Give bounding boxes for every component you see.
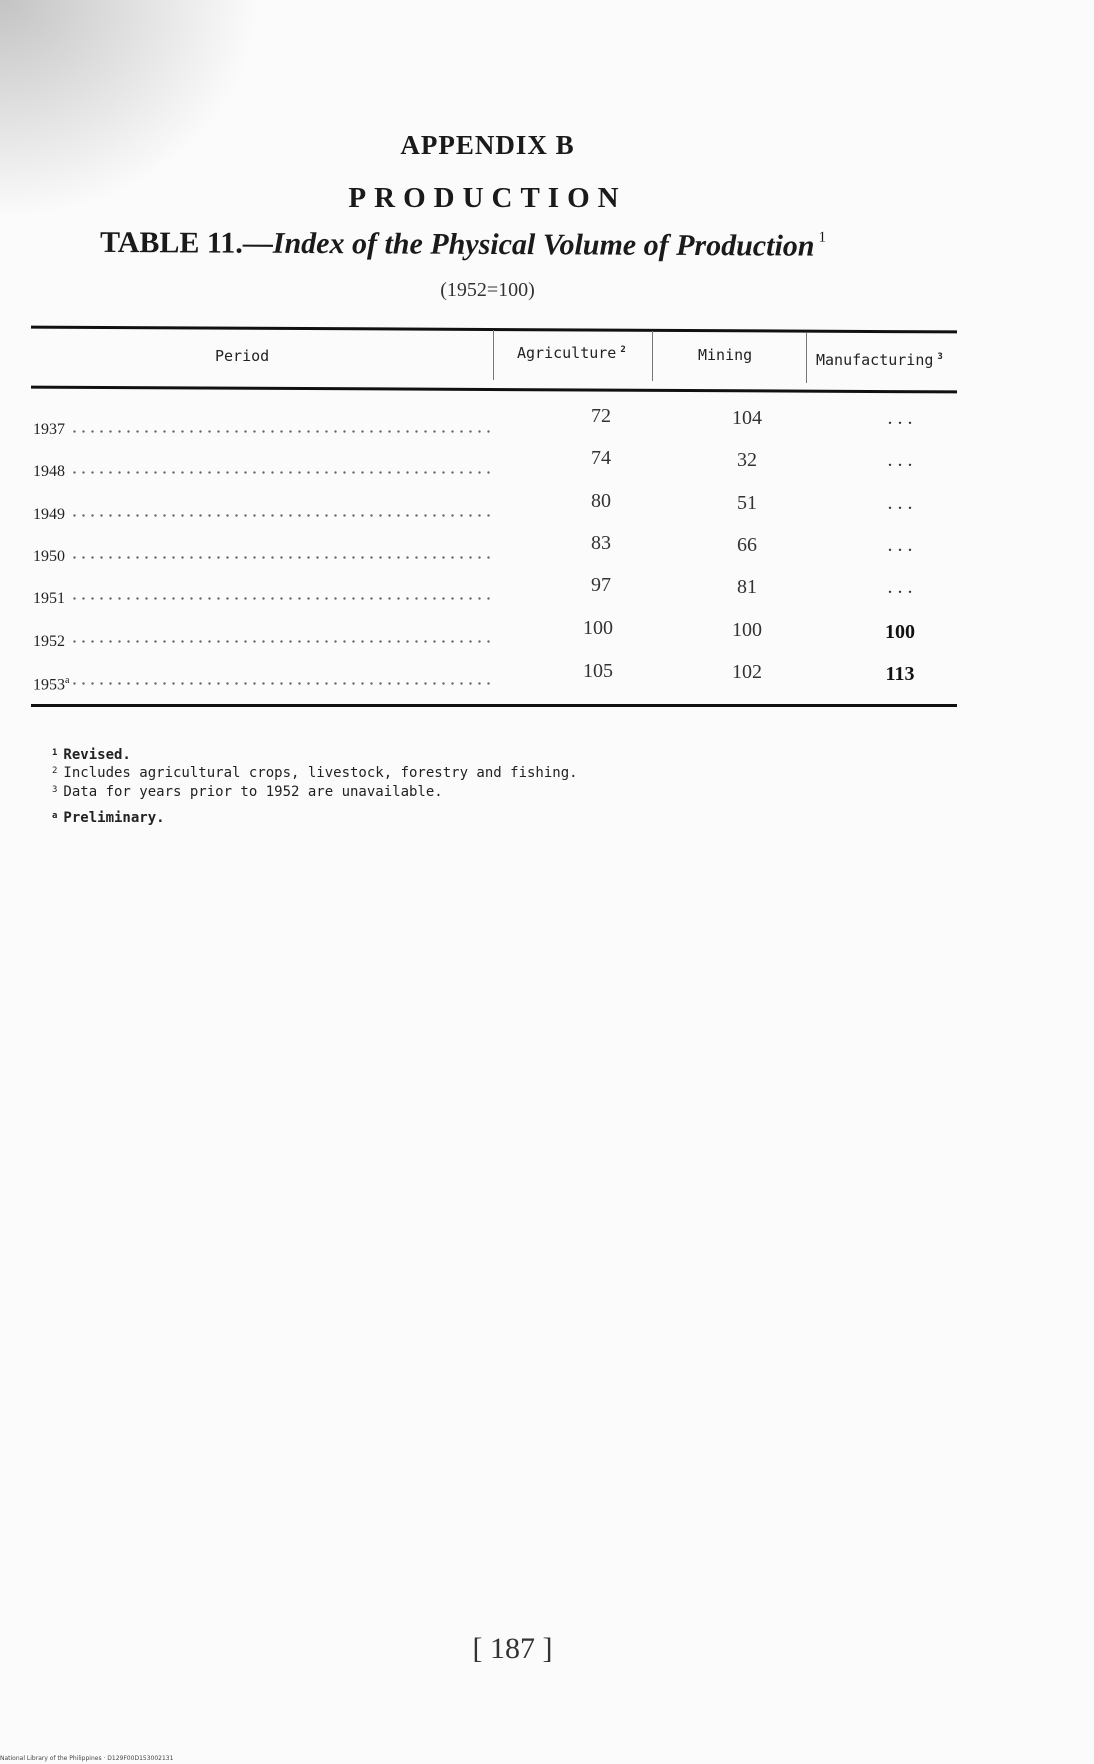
table-row [0,659,975,699]
leader-dots [70,682,495,685]
mining-cell: 104 [732,407,762,429]
leader-dots [70,556,495,559]
footnote: $^3$ Data for years prior to 1952 are unavailable. [52,784,443,800]
agriculture-cell: 83 [591,532,611,554]
mining-cell: 81 [737,576,757,598]
manufacturing-cell: . . . [887,449,913,471]
column-divider [652,331,653,381]
header-agriculture: Agriculture $^2$ [517,344,626,362]
agriculture-cell: 72 [591,405,611,427]
section-heading: PRODUCTION [348,182,627,214]
agriculture-cell: 100 [583,617,613,639]
column-divider [493,330,494,380]
leader-dots [70,640,495,643]
mining-cell: 32 [737,449,757,471]
column-divider [806,333,807,383]
footnote: $^2$ Includes agricultural crops, livestock, forestry and fishing. [52,765,578,781]
leader-dots [70,471,495,474]
source-line: National Library of the Philippines · D129F00D153002131 [0,1755,174,1762]
leader-dots [70,514,495,517]
table-row [0,532,975,572]
manufacturing-cell: 100 [885,621,915,643]
table-row [0,447,975,487]
footnote: $^1$ Revised. [52,747,131,763]
table-row [0,617,975,657]
period-cell: 1948 [33,463,65,480]
table-row [0,490,975,530]
table-title-note: 1 [818,229,827,246]
manufacturing-cell: . . . [887,407,913,429]
period-cell: 1952 [33,633,65,650]
table-title [100,226,900,264]
leader-dots [70,430,495,433]
page-number: [ 187 ] [472,1632,553,1665]
period-cell: 1950 [33,548,65,565]
mining-cell: 51 [737,492,757,514]
agriculture-cell: 105 [583,660,613,682]
mining-cell: 66 [737,534,757,556]
manufacturing-cell: . . . [887,492,913,514]
period-cell: 1937 [33,421,65,438]
agriculture-cell: 97 [591,574,611,596]
table-row [0,574,975,614]
table-base: (1952=100) [440,279,535,301]
period-cell: 1953$^a$ [33,675,70,694]
header-period: Period [215,347,270,365]
table-number: TABLE 11.— [99,225,273,260]
manufacturing-cell: . . . [887,534,913,556]
period-cell: 1949 [33,506,65,523]
table-name: Index of the Physical Volume of Production [272,226,815,263]
manufacturing-cell: . . . [887,576,913,598]
manufacturing-cell: 113 [885,663,915,685]
table-header-rule [31,386,957,394]
mining-cell: 102 [732,661,762,683]
leader-dots [70,597,495,600]
header-manufacturing: Manufacturing $^3$ [816,351,943,369]
footnote: $^a$ Preliminary. [52,810,165,826]
table-bottom-rule [31,704,957,707]
header-mining: Mining [698,346,753,364]
appendix-heading: APPENDIX B [400,130,575,160]
table-top-rule [31,326,957,334]
mining-cell: 100 [732,619,762,641]
period-cell: 1951 [33,590,65,607]
agriculture-cell: 74 [591,447,611,469]
table-row [0,405,975,445]
agriculture-cell: 80 [591,490,611,512]
